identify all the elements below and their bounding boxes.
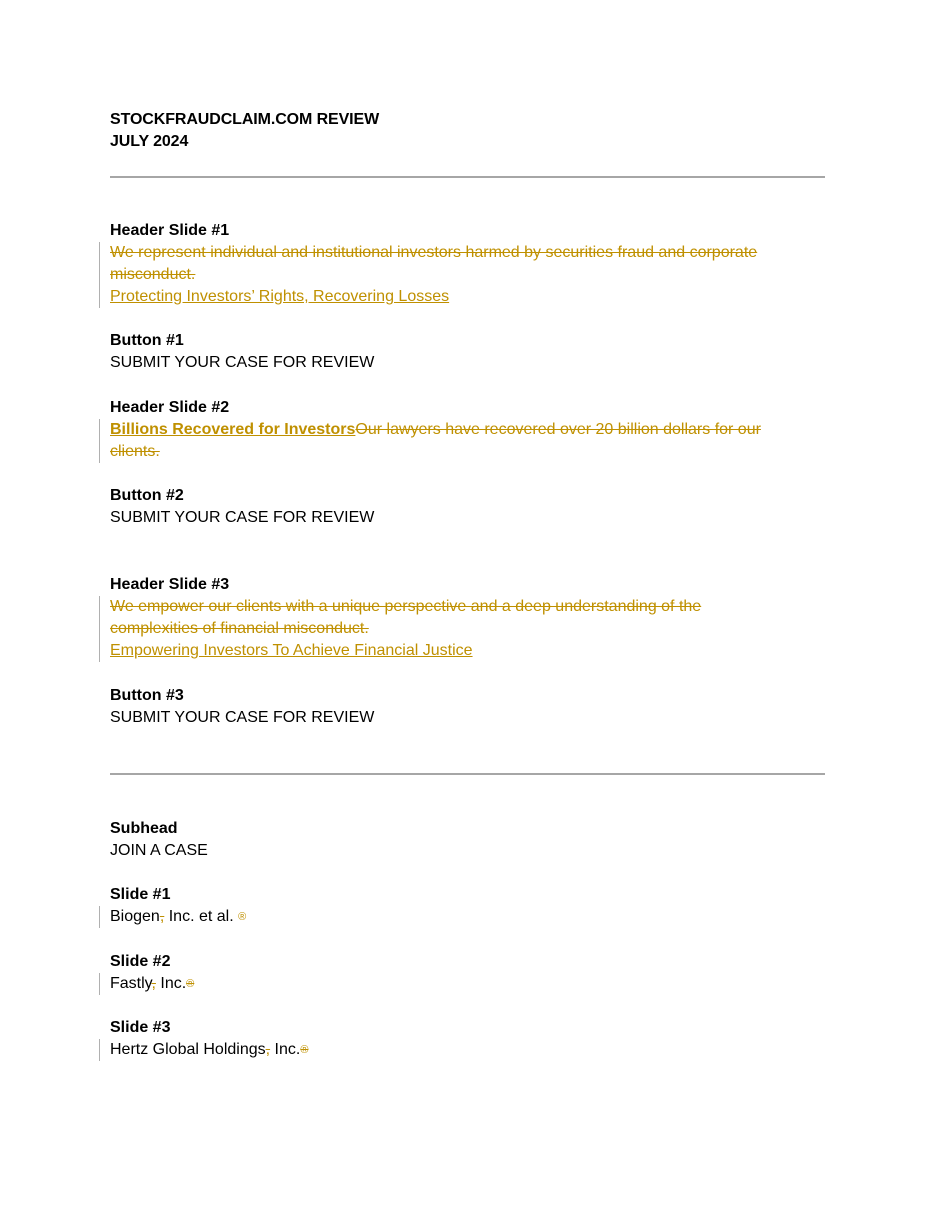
slide-3-company: Hertz Global Holdings, Inc.® [110, 1039, 825, 1061]
header-slide-3-section [110, 574, 825, 662]
title-line-2: JULY 2024 [110, 133, 189, 150]
header-slide-1-deleted-text: We represent individual and institutional investors harmed by securities fraud and corporate [110, 242, 825, 264]
button-1-label: Button #1 [110, 332, 184, 349]
slide-1-label: Slide #1 [110, 886, 171, 903]
button-1-text: SUBMIT YOUR CASE FOR REVIEW [110, 354, 375, 371]
slide-2-label: Slide #2 [110, 953, 171, 970]
slide-1-deleted-comma: , [159, 908, 165, 925]
header-slide-2-section [110, 397, 825, 463]
horizontal-rule-top [110, 176, 825, 178]
header-slide-1-label: Header Slide #1 [110, 222, 230, 239]
header-slide-1-inserted-text: Protecting Investors’ Rights, Recovering Losses [110, 286, 825, 308]
slide-3-section [110, 1017, 825, 1061]
button-3-section [110, 685, 825, 729]
horizontal-rule-middle [110, 773, 825, 775]
header-slide-1-section [110, 220, 825, 308]
button-2-text: SUBMIT YOUR CASE FOR REVIEW [110, 509, 375, 526]
slide-2-section [110, 951, 825, 995]
header-slide-2-changed-text [110, 419, 825, 441]
header-slide-3-label: Header Slide #3 [110, 576, 230, 593]
header-slide-3-deleted-text: We empower our clients with a unique perspective and a deep understanding of the [110, 596, 825, 618]
subhead-section [110, 818, 825, 862]
header-slide-2-inserted-text: Billions Recovered for Investors [110, 421, 356, 438]
slide-1-company: Biogen, Inc. et al. ® [110, 906, 825, 928]
header-slide-1-deleted-text-cont: misconduct. [110, 264, 825, 286]
registered-mark-icon: ® [300, 1044, 309, 1056]
button-1-section [110, 330, 825, 374]
slide-3-label: Slide #3 [110, 1019, 171, 1036]
header-slide-3-inserted-text: Empowering Investors To Achieve Financial Justice [110, 640, 825, 662]
slide-2-company: Fastly, Inc.® [110, 973, 825, 995]
button-3-label: Button #3 [110, 687, 184, 704]
title-line-1: STOCKFRAUDCLAIM.COM REVIEW [110, 111, 380, 128]
registered-mark-icon: ® [186, 978, 195, 990]
button-2-section [110, 485, 825, 529]
button-2-label: Button #2 [110, 487, 184, 504]
header-slide-2-deleted-text: Our lawyers have recovered over 20 billion dollars for our [355, 421, 761, 438]
registered-mark-icon: ® [238, 911, 247, 923]
slide-3-deleted-comma: , [265, 1041, 271, 1058]
subhead-label: Subhead [110, 820, 178, 837]
header-slide-2-label: Header Slide #2 [110, 399, 230, 416]
subhead-text: JOIN A CASE [110, 842, 208, 859]
slide-2-deleted-comma: , [151, 975, 156, 992]
button-3-text: SUBMIT YOUR CASE FOR REVIEW [110, 709, 375, 726]
slide-1-section [110, 884, 825, 928]
header-slide-2-deleted-text-cont: clients. [110, 441, 825, 463]
document-title [110, 109, 825, 153]
header-slide-3-deleted-text-cont: complexities of financial misconduct. [110, 618, 825, 640]
